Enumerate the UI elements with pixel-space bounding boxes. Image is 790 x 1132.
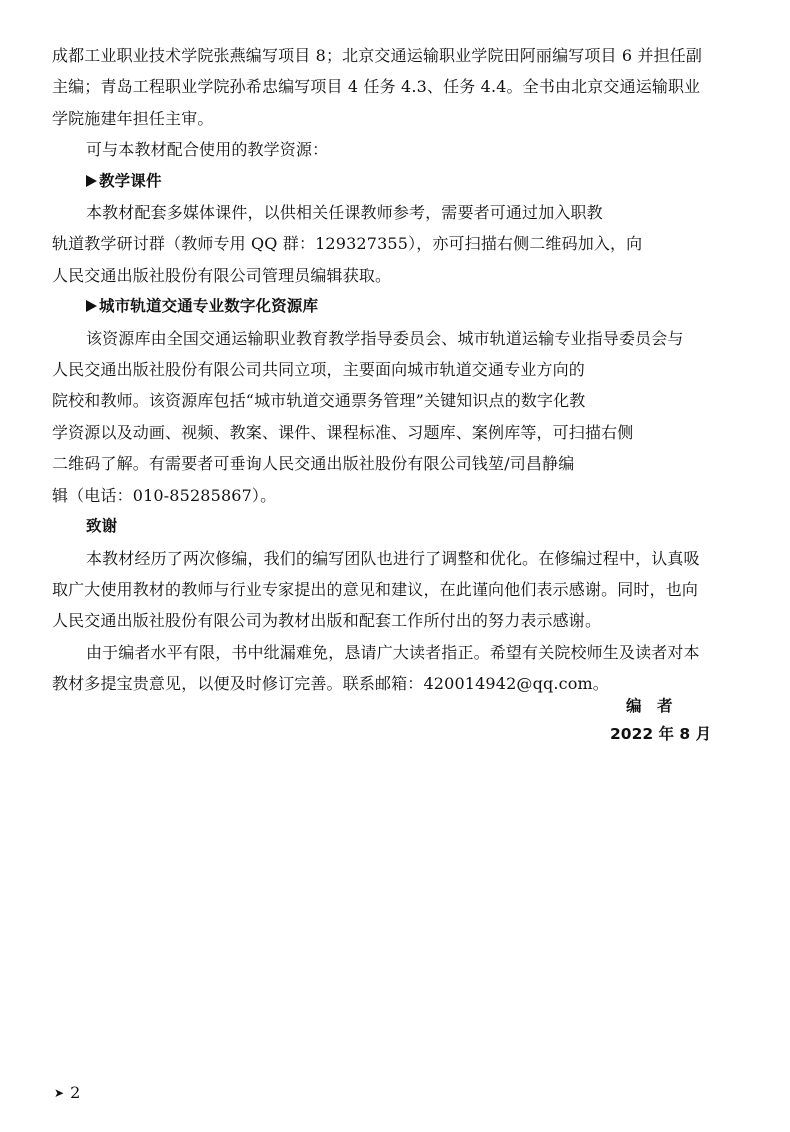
body-line: 学资源以及动画、视频、教案、课件、课程标准、习题库、案例库等，可扫描右侧 — [52, 422, 634, 442]
body-line: 人民交通出版社股份有限公司共同立项，主要面向城市轨道交通专业方向的 — [52, 360, 585, 380]
thanks-heading: 致谢 — [86, 517, 118, 536]
body-line: 二维码了解。有需要者可垂询人民交通出版社股份有限公司钱堃/司昌静编 — [52, 454, 575, 474]
page-arrow-icon: ➤ — [54, 1086, 65, 1100]
body-line: 院校和教师。该资源库包括“城市轨道交通票务管理”关键知识点的数字化教 — [52, 391, 586, 411]
resources-intro: 可与本教材配合使用的教学资源： — [86, 140, 329, 160]
body-line: 由于编者水平有限，书中纰漏难免，恳请广大读者指正。希望有关院校师生及读者对本 — [86, 642, 700, 662]
page-footer — [54, 1081, 80, 1105]
body-line: 教材多提宝贵意见，以便及时修订完善。联系邮箱：420014942@qq.com。 — [52, 674, 609, 694]
triangle-bullet-icon — [86, 300, 97, 312]
body-line: 学院施建年担任主审。 — [52, 108, 214, 128]
library-heading-text: 城市轨道交通专业数字化资源库 — [99, 297, 319, 316]
courseware-heading-text: 教学课件 — [99, 171, 162, 190]
body-line: 轨道教学研讨群（教师专用 QQ 群：129327355），亦可扫描右侧二维码加入，向 — [52, 234, 643, 254]
body-line: 主编；青岛工程职业学院孙希忠编写项目 4 任务 4.3、任务 4.4。全书由北京交通运输职业 — [52, 77, 701, 97]
body-line: 成都工业职业技术学院张燕编写项目 8；北京交通运输职业学院田阿丽编写项目 6 并担任副 — [52, 46, 703, 65]
preface-body — [52, 40, 742, 700]
signature-author: 编 者 — [626, 697, 673, 715]
body-line: 该资源库由全国交通运输职业教育教学指导委员会、城市轨道运输专业指导委员会与 — [86, 328, 684, 348]
page-number: 2 — [70, 1083, 81, 1102]
signature-date: 2022 年 8 月 — [610, 725, 712, 743]
body-line: 人民交通出版社股份有限公司管理员编辑获取。 — [52, 265, 392, 285]
courseware-heading — [52, 166, 742, 197]
body-line: 人民交通出版社股份有限公司为教材出版和配套工作所付出的努力表示感谢。 — [52, 611, 602, 631]
body-line: 本教材经历了两次修编，我们的编写团队也进行了调整和优化。在修编过程中，认真吸 — [86, 548, 700, 568]
library-heading — [52, 291, 742, 322]
body-line: 本教材配套多媒体课件，以供相关任课教师参考，需要者可通过加入职教 — [86, 203, 603, 223]
triangle-bullet-icon — [86, 175, 97, 187]
body-line: 辑（电话：010-85285867）。 — [52, 485, 277, 505]
body-line: 取广大使用教材的教师与行业专家提出的意见和建议，在此谨向他们表示感谢。同时，也向 — [52, 579, 699, 599]
